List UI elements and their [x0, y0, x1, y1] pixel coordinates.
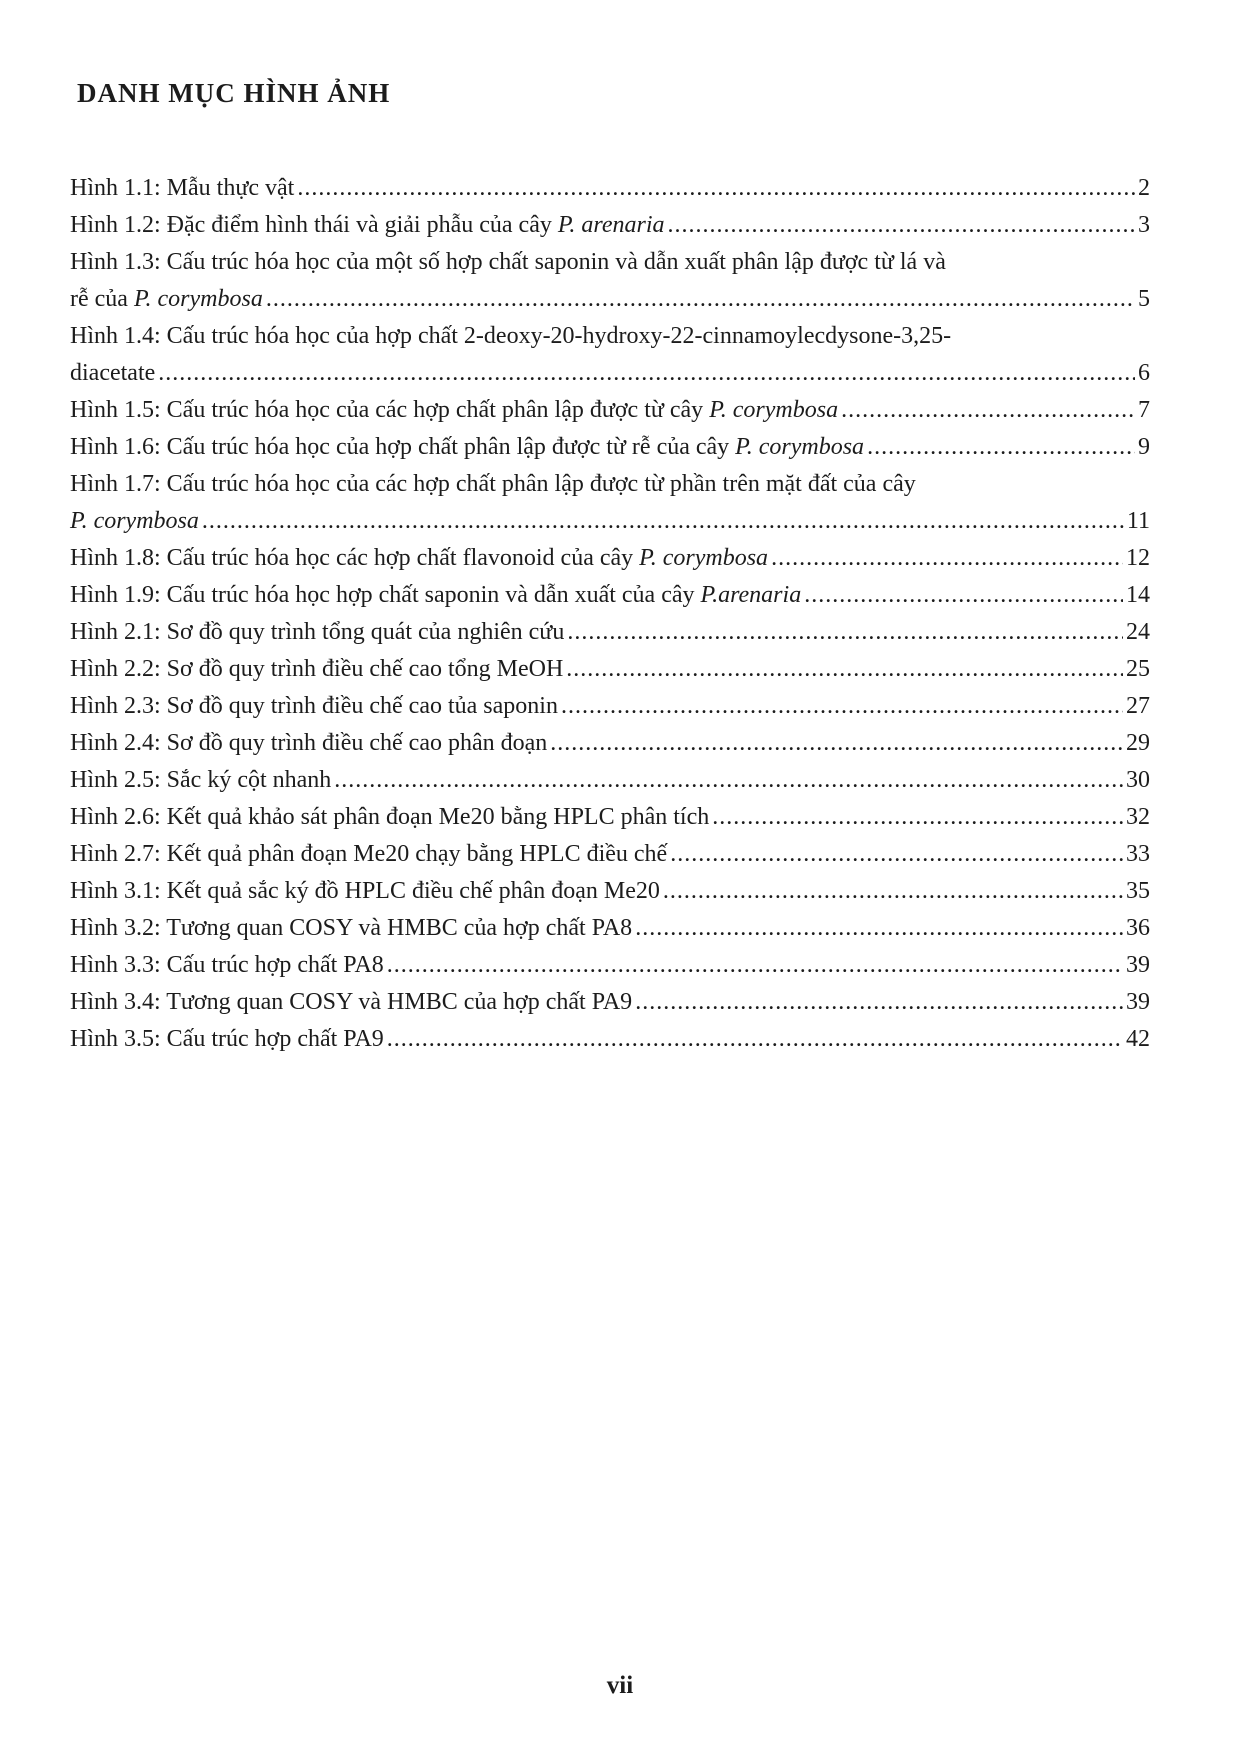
species-name: P.arenaria [700, 582, 802, 608]
figure-entry-row [70, 355, 1150, 392]
figure-title [70, 651, 563, 688]
species-name: P. arenaria [557, 212, 665, 238]
figure-title [70, 392, 838, 429]
figure-entry[interactable] [70, 466, 1150, 540]
figure-entry-row [70, 688, 1150, 725]
figure-page-number: 36 [1126, 915, 1150, 941]
figure-title [70, 1021, 384, 1058]
figure-entry[interactable] [70, 170, 1150, 207]
figure-entry[interactable] [70, 873, 1150, 910]
figure-entry-row [70, 873, 1150, 910]
figure-label: Hình 1.7: [70, 471, 161, 497]
figure-title [70, 836, 667, 873]
figure-entry[interactable] [70, 725, 1150, 762]
species-name: P. corymbosa [639, 545, 769, 571]
figure-title-text: Kết quả sắc ký đồ HPLC điều chế phân đoạn Me20 [166, 878, 660, 904]
figure-title-text: Cấu trúc hợp chất PA8 [166, 952, 384, 978]
figure-entry[interactable] [70, 577, 1150, 614]
figure-entry[interactable] [70, 984, 1150, 1021]
figure-page-number: 6 [1138, 360, 1150, 386]
figure-label: Hình 3.1: [70, 878, 161, 904]
figure-entry-row [70, 614, 1150, 651]
dot-leader [334, 762, 1123, 799]
figure-label: Hình 1.4: [70, 323, 161, 349]
figure-page-number: 39 [1126, 952, 1150, 978]
dot-leader [158, 355, 1135, 392]
figure-title-line1: Cấu trúc hóa học của các hợp chất phân lập được từ phần trên mặt đất của cây [166, 471, 916, 497]
figure-list [70, 170, 1150, 1058]
figure-entry[interactable] [70, 540, 1150, 577]
figure-title [70, 799, 709, 836]
figure-entry-row [70, 1021, 1150, 1058]
figure-title-text: Cấu trúc hóa học hợp chất saponin và dẫn xuất của cây [166, 582, 695, 608]
figure-page-number: 33 [1126, 841, 1150, 867]
figure-label: Hình 2.2: [70, 656, 161, 682]
figure-title [70, 355, 155, 392]
dot-leader [635, 984, 1123, 1021]
figure-title [70, 577, 801, 614]
figure-entry-row [70, 207, 1150, 244]
figure-label: Hình 2.5: [70, 767, 161, 793]
figure-title-text: diacetate [70, 360, 156, 386]
figure-entry-row [70, 651, 1150, 688]
figure-entry[interactable] [70, 836, 1150, 873]
species-name: P. corymbosa [70, 508, 199, 534]
figure-title-text: Sơ đồ quy trình điều chế cao phân đoạn [166, 730, 548, 756]
figure-entry[interactable] [70, 392, 1150, 429]
dot-leader [670, 836, 1123, 873]
figure-page-number: 12 [1126, 545, 1150, 571]
figure-entry-row [70, 429, 1150, 466]
figure-label: Hình 2.4: [70, 730, 161, 756]
figure-entry[interactable] [70, 910, 1150, 947]
figure-entry[interactable] [70, 614, 1150, 651]
dot-leader [668, 207, 1135, 244]
figure-title [70, 762, 331, 799]
figure-entry[interactable] [70, 244, 1150, 318]
figure-title [70, 170, 294, 207]
page-heading: DANH MỤC HÌNH ẢNH [77, 78, 391, 108]
figure-entry[interactable] [70, 947, 1150, 984]
figure-label: Hình 3.4: [70, 989, 161, 1015]
figure-title [70, 725, 547, 762]
figure-entry-row [70, 947, 1150, 984]
figure-entry-row [70, 540, 1150, 577]
figure-title [70, 947, 384, 984]
dot-leader [771, 540, 1123, 577]
figure-label: Hình 2.3: [70, 693, 161, 719]
figure-page-number: 3 [1138, 212, 1150, 238]
figure-page-number: 25 [1126, 656, 1150, 682]
dot-leader [867, 429, 1135, 466]
figure-label: Hình 1.1: [70, 175, 161, 201]
figure-title-text: Sắc ký cột nhanh [166, 767, 332, 793]
figure-label: Hình 3.5: [70, 1026, 161, 1052]
figure-title [70, 503, 199, 540]
figure-page-number: 24 [1126, 619, 1150, 645]
figure-title-text: Mẫu thực vật [166, 175, 295, 201]
figure-title-text: Sơ đồ quy trình điều chế cao tổng MeOH [166, 656, 564, 682]
figure-entry-row [70, 503, 1150, 540]
figure-page-number: 27 [1126, 693, 1150, 719]
figure-entry-row [70, 170, 1150, 207]
figure-entry[interactable] [70, 207, 1150, 244]
figure-label: Hình 2.6: [70, 804, 161, 830]
dot-leader [550, 725, 1123, 762]
figure-title [70, 540, 768, 577]
page-number: vii [606, 1672, 634, 1699]
figure-title [70, 614, 564, 651]
dot-leader [387, 1021, 1123, 1058]
figure-label: Hình 1.3: [70, 249, 161, 275]
figure-page-number: 32 [1126, 804, 1150, 830]
figure-entry-row [70, 799, 1150, 836]
figure-entry-row [70, 984, 1150, 1021]
species-name: P. corymbosa [133, 286, 263, 312]
figure-entry[interactable] [70, 651, 1150, 688]
figure-entry-row [70, 762, 1150, 799]
figure-title-text: Cấu trúc hợp chất PA9 [166, 1026, 384, 1052]
figure-page-number: 14 [1126, 582, 1150, 608]
dot-leader [841, 392, 1135, 429]
figure-entry-first-line [70, 318, 1150, 355]
figure-entry-row [70, 910, 1150, 947]
figure-title-text: Tương quan COSY và HMBC của hợp chất PA8 [166, 915, 633, 941]
figure-title [70, 873, 660, 910]
figure-title [70, 429, 864, 466]
figure-page-number: 42 [1126, 1026, 1150, 1052]
figure-page-number: 35 [1126, 878, 1150, 904]
figure-title-text: Cấu trúc hóa học của các hợp chất phân lập được từ cây [166, 397, 704, 423]
figure-title-text: Cấu trúc hóa học của hợp chất phân lập được từ rễ của cây [166, 434, 730, 460]
dot-leader [566, 651, 1123, 688]
species-name: P. corymbosa [709, 397, 839, 423]
figure-page-number: 30 [1126, 767, 1150, 793]
figure-page-number: 2 [1138, 175, 1150, 201]
dot-leader [202, 503, 1124, 540]
figure-title-text: Đặc điểm hình thái và giải phẫu của cây [166, 212, 552, 238]
figure-title [70, 910, 632, 947]
dot-leader [266, 281, 1135, 318]
figure-label: Hình 3.2: [70, 915, 161, 941]
figure-title [70, 984, 632, 1021]
figure-entry[interactable] [70, 429, 1150, 466]
figure-title [70, 281, 263, 318]
figure-label: Hình 2.7: [70, 841, 161, 867]
figure-title-text: Cấu trúc hóa học các hợp chất flavonoid của cây [166, 545, 634, 571]
figure-label: Hình 3.3: [70, 952, 161, 978]
figure-title-line1: Cấu trúc hóa học của hợp chất 2-deoxy-20-hydroxy-22-cinnamoylecdysone-3,25- [166, 323, 952, 349]
figure-title [70, 688, 558, 725]
figure-entry-row [70, 836, 1150, 873]
dot-leader [635, 910, 1123, 947]
figure-label: Hình 1.8: [70, 545, 161, 571]
figure-entry-row [70, 281, 1150, 318]
figure-entry[interactable] [70, 799, 1150, 836]
figure-entry-first-line [70, 244, 1150, 281]
dot-leader [712, 799, 1123, 836]
dot-leader [804, 577, 1123, 614]
figure-page-number: 5 [1138, 286, 1150, 312]
figure-entry-row [70, 577, 1150, 614]
figure-entry[interactable] [70, 1021, 1150, 1058]
figure-page-number: 9 [1138, 434, 1150, 460]
figure-title-text: Kết quả phân đoạn Me20 chạy bằng HPLC điều chế [166, 841, 668, 867]
figure-entry-row [70, 392, 1150, 429]
dot-leader [663, 873, 1123, 910]
figure-page-number: 11 [1126, 508, 1150, 534]
figure-page-number: 7 [1138, 397, 1150, 423]
dot-leader [297, 170, 1135, 207]
dot-leader [561, 688, 1123, 725]
dot-leader [567, 614, 1123, 651]
figure-title [70, 207, 665, 244]
figure-label: Hình 1.2: [70, 212, 161, 238]
species-name: P. corymbosa [735, 434, 865, 460]
figure-entry[interactable] [70, 688, 1150, 725]
figure-title-text: rễ của [70, 286, 128, 312]
figure-label: Hình 1.9: [70, 582, 161, 608]
figure-entry-first-line [70, 466, 1150, 503]
figure-label: Hình 2.1: [70, 619, 161, 645]
figure-entry[interactable] [70, 762, 1150, 799]
figure-title-text: Sơ đồ quy trình điều chế cao tủa saponin [166, 693, 558, 719]
figure-label: Hình 1.6: [70, 434, 161, 460]
dot-leader [387, 947, 1123, 984]
figure-page-number: 29 [1126, 730, 1150, 756]
figure-title-text: Tương quan COSY và HMBC của hợp chất PA9 [166, 989, 633, 1015]
figure-title-line1: Cấu trúc hóa học của một số hợp chất saponin và dẫn xuất phân lập được từ lá và [166, 249, 946, 275]
figure-entry[interactable] [70, 318, 1150, 392]
figure-title-text: Kết quả khảo sát phân đoạn Me20 bằng HPLC phân tích [166, 804, 710, 830]
figure-page-number: 39 [1126, 989, 1150, 1015]
figure-title-text: Sơ đồ quy trình tổng quát của nghiên cứu [166, 619, 565, 645]
figure-label: Hình 1.5: [70, 397, 161, 423]
figure-entry-row [70, 725, 1150, 762]
